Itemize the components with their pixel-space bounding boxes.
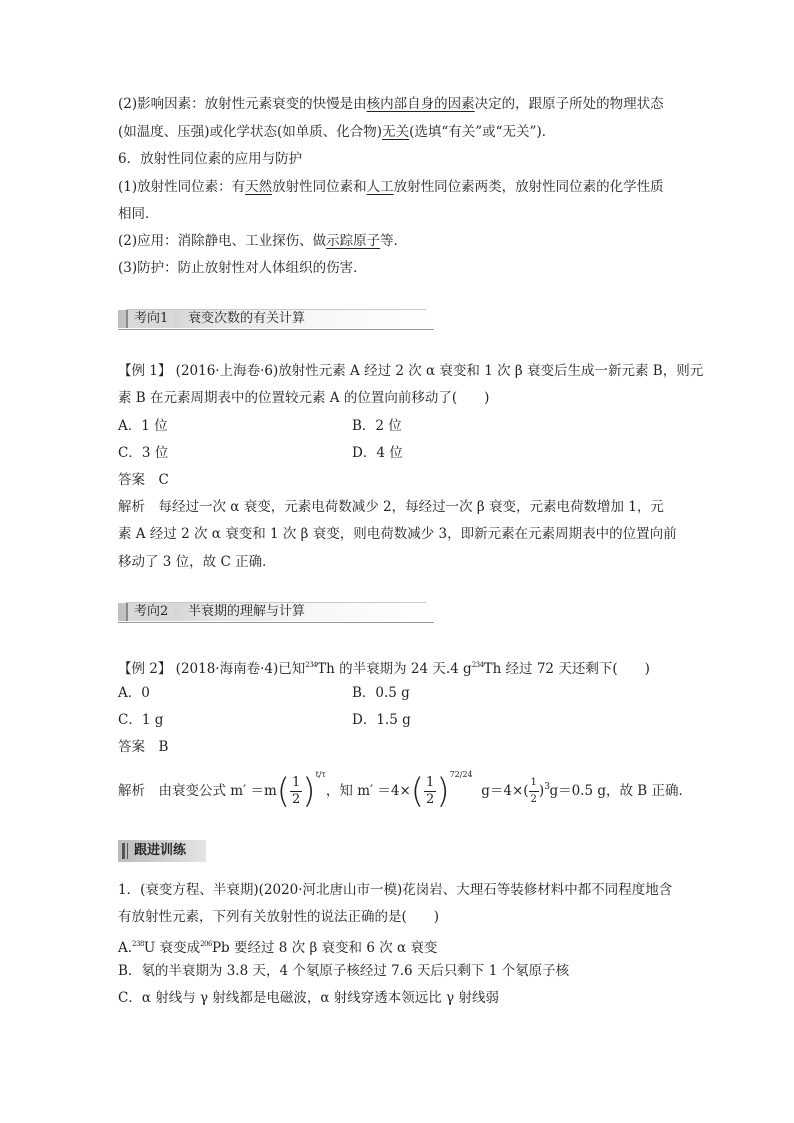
exponent: 72/24 (449, 770, 473, 779)
formula-text: g＝0.5 g，故 B 正确． (549, 783, 692, 799)
fraction (424, 775, 436, 808)
apps-item-1-cont: 相同． (118, 206, 159, 222)
section-header (118, 840, 206, 862)
option-c: C．3 位 (118, 445, 169, 461)
section-title: 跟进训练 (134, 843, 187, 858)
formula-text: g＝4×( (481, 783, 529, 799)
fraction (290, 775, 302, 808)
apps-heading: 6．放射性同位素的应用与防护 (118, 151, 303, 167)
numerator: 1 (529, 775, 539, 792)
exponent: 3 (544, 782, 550, 792)
text: Pb 要经过 8 次 β 衰变和 6 次 α 衰变 (211, 940, 438, 956)
topic-bar-2 (118, 600, 434, 622)
text: 等． (380, 233, 408, 249)
underlined-answer: 核内部自身的因素 (366, 96, 475, 112)
option-d: D．4 位 (352, 445, 403, 461)
section-mark (122, 843, 125, 859)
text: 决定的，跟原子所处的物理状态 (474, 96, 664, 112)
text: 【例 2】 (2018·海南卷·4)已知 (118, 661, 306, 677)
topic-label: 半衰期的理解与计算 (188, 604, 306, 619)
bar-underline (118, 622, 434, 623)
question-1-option-c: C．α 射线与 γ 射线都是电磁波，α 射线穿透本领远比 γ 射线弱 (118, 990, 499, 1006)
option-c: C．1 g (118, 712, 164, 728)
text: 放射性同位素两类，放射性同位素的化学性质 (393, 179, 664, 195)
topic-tab: 考向1 (126, 310, 174, 328)
fraction (529, 775, 539, 808)
exponent: t/τ (315, 770, 326, 779)
example-2-answer: 答案 B (118, 739, 169, 755)
example-1-analysis-2: 素 A 经过 2 次 α 衰变和 1 次 β 衰变，则电荷数减少 3，即新元素在元素周期表中的位置向前 (118, 526, 677, 542)
text: Th 经过 72 天还剩下( ) (483, 661, 650, 677)
option-a: A．1 位 (118, 418, 168, 434)
text: Th 的半衰期为 24 天.4 g (317, 661, 472, 677)
apps-item-1 (118, 177, 664, 197)
factors-line-2 (118, 122, 555, 142)
question-1-line-2: 有放射性元素，下列有关放射性的说法正确的是( ) (118, 909, 440, 925)
example-2-line-1 (118, 655, 650, 679)
right-paren: ) (436, 771, 450, 812)
option-b: B．2 位 (352, 418, 402, 434)
option-d: D．1.5 g (352, 712, 411, 728)
formula-text: ，知 m′ ＝4× (325, 783, 411, 799)
factors-line-1 (118, 94, 664, 114)
text: A. (118, 940, 133, 956)
text: (1)放射性同位素：有 (118, 179, 246, 195)
text: (2)应用：消除静电、工业探伤、做 (118, 233, 327, 249)
numerator: 1 (426, 775, 435, 790)
isotope-mass-number: 206 (200, 940, 212, 948)
underlined-answer: 人工 (366, 179, 394, 195)
question-1-option-a (118, 934, 437, 958)
example-1-line-1: 【例 1】 (2016·上海卷·6)放射性元素 A 经过 2 次 α 衰变和 1 次 β 衰变后生成一新元素 B，则元 (118, 363, 704, 379)
isotope-mass-number: 234 (305, 661, 318, 669)
underlined-answer: 无关 (382, 124, 410, 140)
question-1-option-b: B．氡的半衰期为 3.8 天，4 个氡原子核经过 7.6 天后只剩下 1 个氡原子核 (118, 963, 570, 979)
example-1-answer: 答案 C (118, 472, 169, 488)
underlined-answer: 示踪原子 (326, 233, 381, 249)
topic-label: 衰变次数的有关计算 (188, 311, 306, 326)
denominator: 2 (530, 794, 537, 805)
question-1-line-1: 1．(衰变方程、半衰期)(2020·河北唐山市一模)花岗岩、大理石等装修材料中都不同程度地含 (118, 882, 673, 898)
bar-underline (118, 329, 434, 330)
text: (如温度、压强)或化学状态(如单质、化合物) (118, 124, 383, 140)
formula-text: 解析 由衰变公式 m′ ＝m (118, 783, 277, 799)
option-b: B．0.5 g (352, 685, 410, 701)
right-paren: ) (302, 771, 316, 812)
section-mark (127, 843, 128, 859)
topic-tab: 考向2 (126, 603, 174, 621)
text: (2)影响因素：放射性元素衰变的快慢是由 (118, 96, 367, 112)
left-paren: ( (410, 771, 425, 812)
example-1-line-2: 素 B 在元素周期表中的位置较元素 A 的位置向前移动了( ) (118, 390, 490, 406)
topic-bar-1 (118, 307, 434, 329)
decay-formula: 解析 由衰变公式 m′ ＝m( $\frac{1}{2}$ )$^{t/\tau}$，知 m′ ＝4×( $\frac{1}{2}$ )$^{72/24}$ g＝4×( $\frac{1}{2}$ )$^3$g＝0.5 g，故 B 正确． (118, 770, 692, 812)
option-a: A．0 (118, 685, 150, 701)
apps-item-2 (118, 231, 407, 251)
denominator: 2 (292, 792, 301, 807)
denominator: 2 (426, 792, 435, 807)
text: (选填“有关”或“无关”)． (409, 124, 556, 140)
apps-item-3: (3)防护：防止放射性对人体组织的伤害． (118, 260, 367, 276)
example-1-analysis-1: 解析 每经过一次 α 衰变，元素电荷数减少 2，每经过一次 β 衰变，元素电荷数增加 1，元 (118, 499, 664, 515)
isotope-mass-number: 234 (471, 661, 484, 669)
numerator: 1 (292, 775, 301, 790)
underlined-answer: 天然 (245, 179, 273, 195)
isotope-mass-number: 238 (132, 940, 144, 948)
example-1-analysis-3: 移动了 3 位，故 C 正确． (118, 554, 276, 570)
text: 放射性同位素和 (272, 179, 367, 195)
text: U 衰变成 (143, 940, 201, 956)
left-paren: ( (276, 771, 291, 812)
